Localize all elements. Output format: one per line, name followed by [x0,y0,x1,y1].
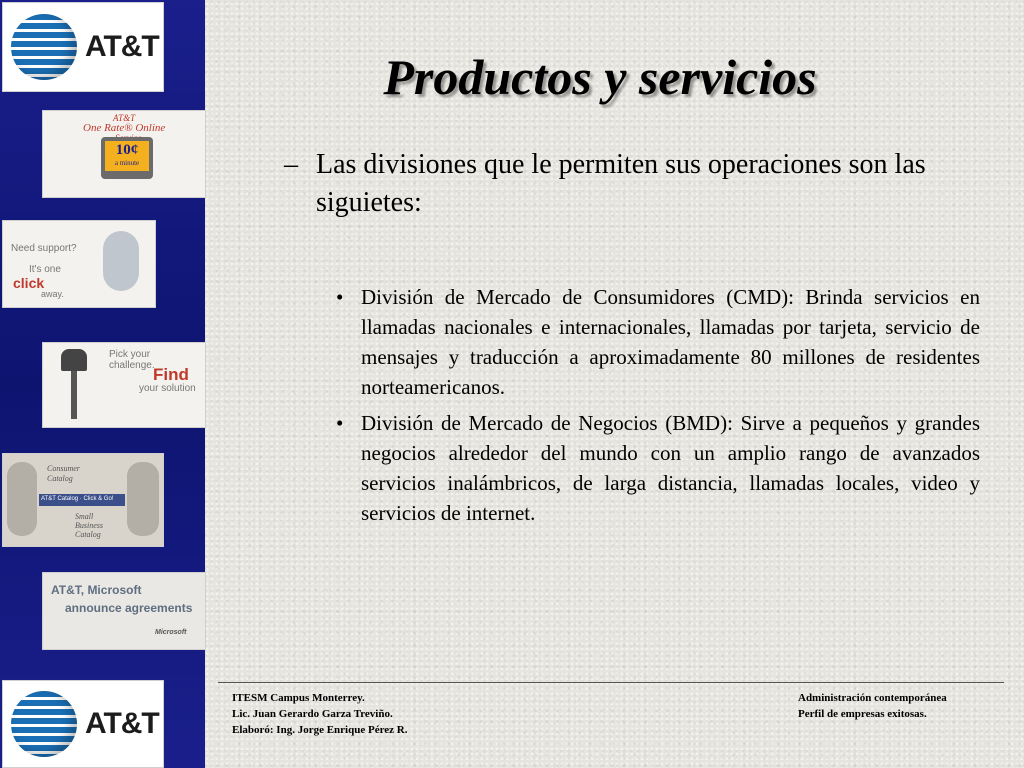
monitor-icon: 10¢ a minute [101,137,153,179]
bullet-text: División de Mercado de Consumidores (CMD): Brinda servicios en llamadas nacionales e internacionales, llamadas por tarjeta, servicio de mensajes y traducción a aproximadamente 80 millones de residentes norteamericanos. [361,285,980,399]
promo-one-rate: AT&T One Rate® Online 10¢ a minute [42,110,206,198]
face-right-icon [127,462,159,536]
att-logo-bottom [2,680,164,768]
footer-topic: Perfil de empresas exitosas. [798,708,927,720]
promo-microsoft: AT&T, Microsoft announce agreements Microsoft [42,572,206,650]
att-globe-icon [11,14,77,80]
footer-prepared-by: Elaboró: Ing. Jorge Enrique Pérez R. [232,724,408,736]
footer-left [232,690,407,738]
att-logo-top [2,2,164,92]
footer-campus: ITESM Campus Monterrey. [232,692,365,704]
bullet-marker: • [336,411,344,435]
sidebar [0,0,205,768]
footer-author: Lic. Juan Gerardo Garza Treviño. [232,708,393,720]
lamp-icon [61,349,87,419]
bullet-cmd [336,282,980,402]
bullet-text: División de Mercado de Negocios (BMD): Sirve a pequeños y grandes negocios alrededor del mundo con un amplio rango de avanzados servicios inalámbricos, de larga distancia, llamadas locales, video y servicios de internet. [361,411,980,525]
footer-divider [218,682,1004,683]
intro-item [284,146,974,222]
face-left-icon [7,462,37,536]
att-globe-icon-bottom [11,691,77,757]
dash-marker: – [284,149,298,180]
slide-title: Productos y servicios [383,49,817,105]
att-logo-text-bottom: AT&T [85,707,159,740]
footer-course: Administración contemporánea [798,692,947,704]
bullet-marker: • [336,285,344,309]
promo-catalog: Consumer Catalog AT&T Catalog · Click & Go! Small Business Catalog [2,453,164,547]
att-logo-text: AT&T [85,30,159,63]
footer-right [798,690,947,722]
bullet-bmd [336,408,980,528]
mouse-icon [103,231,139,291]
promo-support: Need support? It's one click away. [2,220,156,308]
intro-text: Las divisiones que le permiten sus operaciones son las siguietes: [316,149,926,218]
promo-challenge: Pick your challenge. Find your solution [42,342,206,428]
bullet-list [336,282,980,534]
